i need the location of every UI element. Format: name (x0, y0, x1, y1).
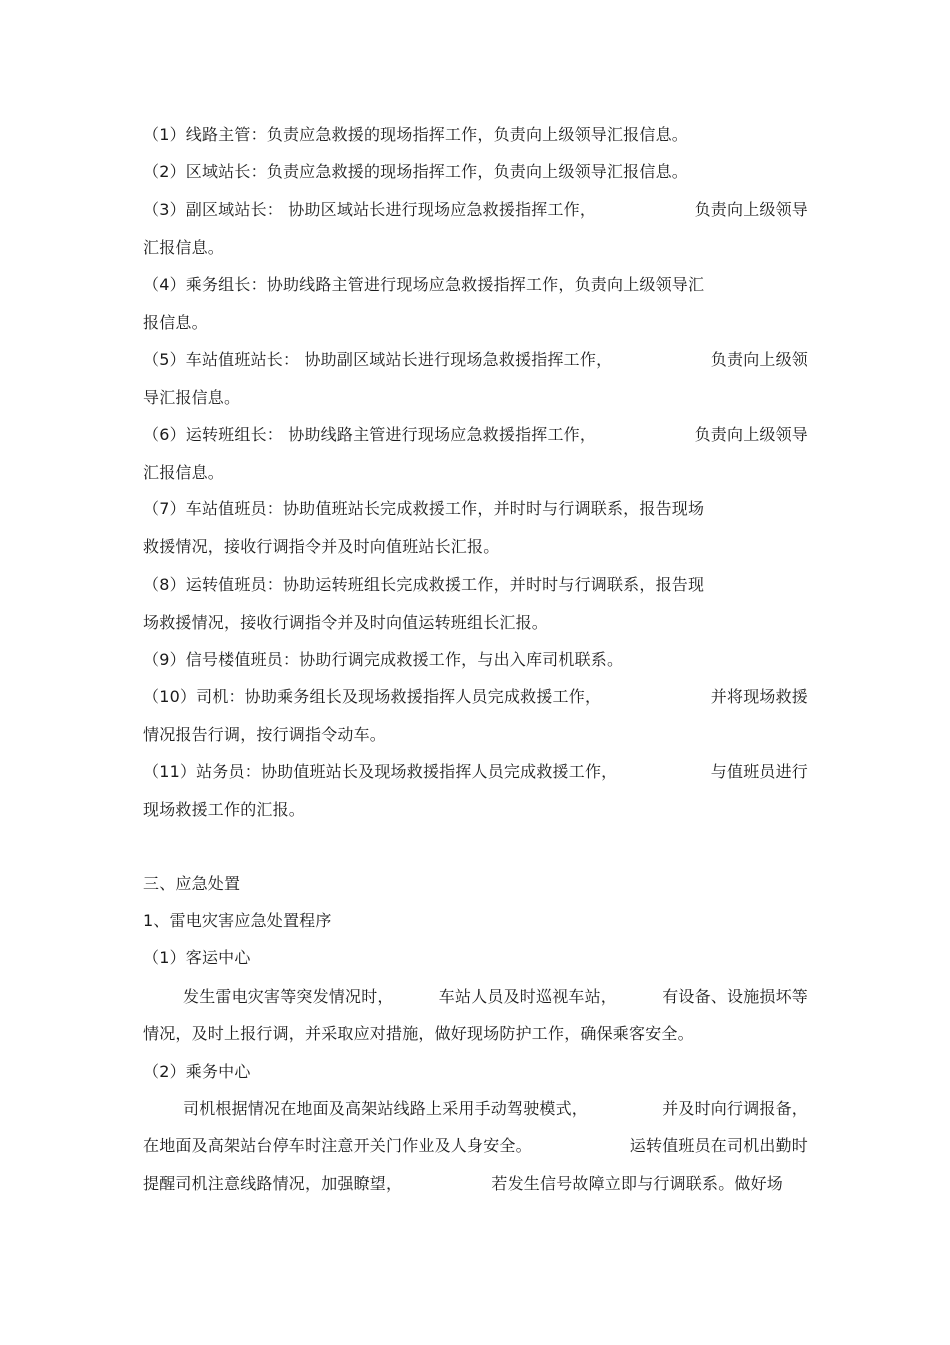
section-heading: 三、应急处置 (143, 874, 241, 893)
part2-line1-a: 司机根据情况在地面及高架站线路上采用手动驾驶模式， (183, 1099, 589, 1118)
role-11-text-a: （11）站务员：协助值班站长及现场救援指挥人员完成救援工作， (143, 762, 618, 781)
part2-line2-b: 运转值班员在司机出勤时 (629, 1136, 808, 1155)
role-3-line1 (143, 199, 808, 221)
role-11-line1 (143, 761, 808, 783)
part1-heading: （1）客运中心 (143, 948, 251, 967)
part2-line3 (143, 1173, 783, 1195)
role-7-line2: 救援情况，接收行调指令并及时向值班站长汇报。 (143, 537, 500, 556)
part2-line3-a: 提醒司机注意线路情况，加强瞭望， (143, 1174, 403, 1193)
role-2: （2）区域站长：负责应急救援的现场指挥工作，负责向上级领导汇报信息。 (143, 162, 688, 181)
role-10-line1 (143, 686, 808, 708)
part1-line1-c: 有设备、设施损坏等 (662, 987, 808, 1006)
role-3-text-b: 负责向上级领导 (694, 200, 808, 219)
role-1: （1）线路主管：负责应急救援的现场指挥工作，负责向上级领导汇报信息。 (143, 125, 688, 144)
role-4-line1: （4）乘务组长：协助线路主管进行现场应急救援指挥工作，负责向上级领导汇 (143, 275, 705, 294)
role-3-text-a: （3）副区域站长： 协助区域站长进行现场应急救援指挥工作， (143, 200, 597, 219)
role-6-line2: 汇报信息。 (143, 463, 225, 482)
role-6-text-b: 负责向上级领导 (694, 425, 808, 444)
part2-line3-b: 若发生信号故障立即与行调联系。做好场 (491, 1174, 783, 1193)
part1-line1 (183, 986, 808, 1008)
part2-line2 (143, 1135, 808, 1157)
role-11-text-b: 与值班员进行 (710, 762, 808, 781)
role-5-text-a: （5）车站值班站长： 协助副区域站长进行现场急救援指挥工作， (143, 350, 613, 369)
role-7-line1: （7）车站值班员：协助值班站长完成救援工作，并时时与行调联系，报告现场 (143, 499, 705, 518)
role-6-line1 (143, 424, 808, 446)
role-11-line2: 现场救援工作的汇报。 (143, 800, 306, 819)
part2-line1 (183, 1098, 808, 1120)
role-10-text-b: 并将现场救援 (710, 687, 808, 706)
part1-line1-a: 发生雷电灾害等突发情况时， (183, 987, 394, 1006)
subsection-heading: 1、雷电灾害应急处置程序 (143, 911, 332, 930)
role-8-line2: 场救援情况，接收行调指令并及时向值运转班组长汇报。 (143, 613, 549, 632)
part2-heading: （2）乘务中心 (143, 1062, 251, 1081)
role-5-line1 (143, 349, 808, 371)
role-6-text-a: （6）运转班组长： 协助线路主管进行现场应急救援指挥工作， (143, 425, 597, 444)
part2-line1-b: 并及时向行调报备， (662, 1099, 808, 1118)
role-5-text-b: 负责向上级领 (710, 350, 808, 369)
part1-line1-b: 车站人员及时巡视车站， (438, 987, 617, 1006)
role-4-line2: 报信息。 (143, 313, 208, 332)
role-5-line2: 导汇报信息。 (143, 388, 241, 407)
role-10-line2: 情况报告行调，按行调指令动车。 (143, 725, 387, 744)
role-3-line2: 汇报信息。 (143, 238, 225, 257)
role-9: （9）信号楼值班员：协助行调完成救援工作，与出入库司机联系。 (143, 650, 624, 669)
role-10-text-a: （10）司机：协助乘务组长及现场救援指挥人员完成救援工作， (143, 687, 602, 706)
part2-line2-a: 在地面及高架站台停车时注意开关门作业及人身安全。 (143, 1136, 532, 1155)
part1-line2: 情况，及时上报行调，并采取应对措施，做好现场防护工作，确保乘客安全。 (143, 1024, 694, 1043)
role-8-line1: （8）运转值班员：协助运转班组长完成救援工作，并时时与行调联系，报告现 (143, 575, 705, 594)
